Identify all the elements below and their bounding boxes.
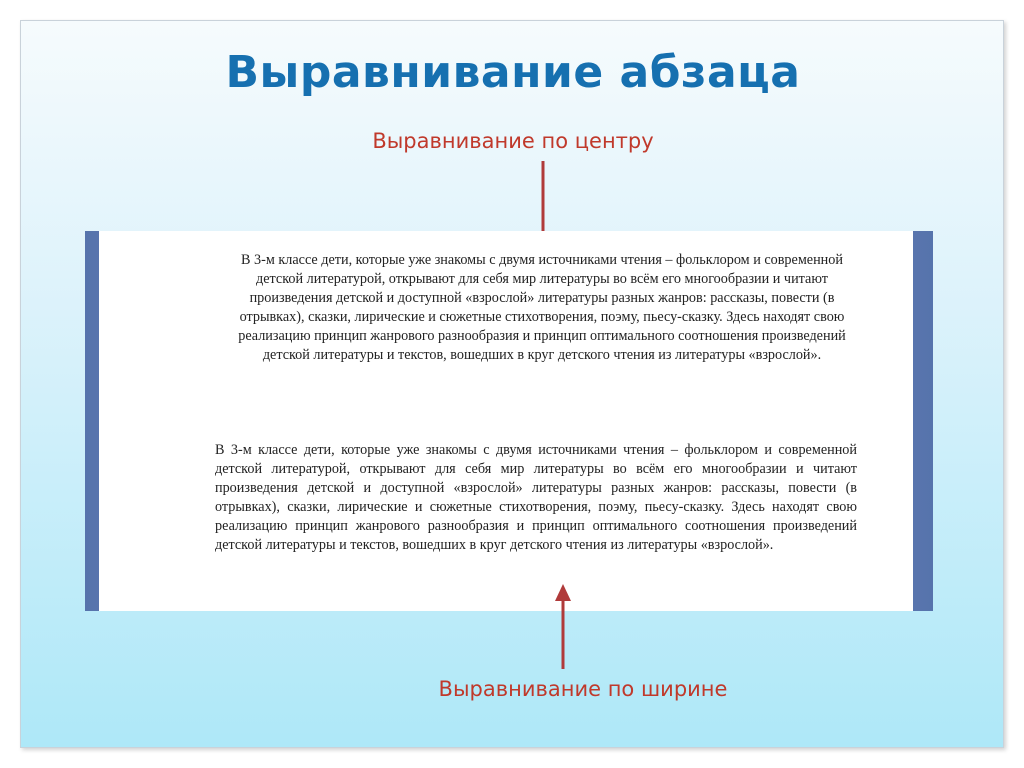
slide bbox=[20, 20, 1004, 748]
arrow-up-icon bbox=[553, 583, 573, 673]
slide-title: Выравнивание абзаца bbox=[225, 47, 801, 98]
paragraph-centered: В 3-м классе дети, которые уже знакомы с двумя источниками чтения – фольклором и современной детской литературой, открывают для себя мир литературы во всём его многообразии и читают произведения детской и доступной «взрослой» литературы разных жанров: рассказы, повести (в отрывках), сказки, лирические и сюжетные стихотворения, поэму, пьесу-сказку. Здесь находят свою реализацию принцип жанрового разнообразия и принцип оптимального соотношения произведений детской литературы и текстов, вошедших в круг детского чтения из литературы «взрослой». bbox=[238, 252, 846, 363]
document-page bbox=[99, 231, 913, 611]
label-justify-alignment: Выравнивание по ширине bbox=[438, 677, 728, 701]
paragraph-justified: В 3-м классе дети, которые уже знакомы с двумя источниками чтения – фольклором и современной детской литературой, открывают для себя мир литературы во всём его многообразии и читают произведения детской и доступной «взрослой» литературы разных жанров: рассказы, повести (в отрывках), сказки, лирические и сюжетные стихотворения, поэму, пьесу-сказку. Здесь находят свою реализацию принцип жанрового разнообразия и принцип оптимального соотношения произведений детской литературы и текстов, вошедших в круг детского чтения из литературы «взрослой». bbox=[215, 442, 857, 553]
label-center-alignment: Выравнивание по центру bbox=[372, 129, 654, 153]
document-frame bbox=[85, 231, 933, 611]
